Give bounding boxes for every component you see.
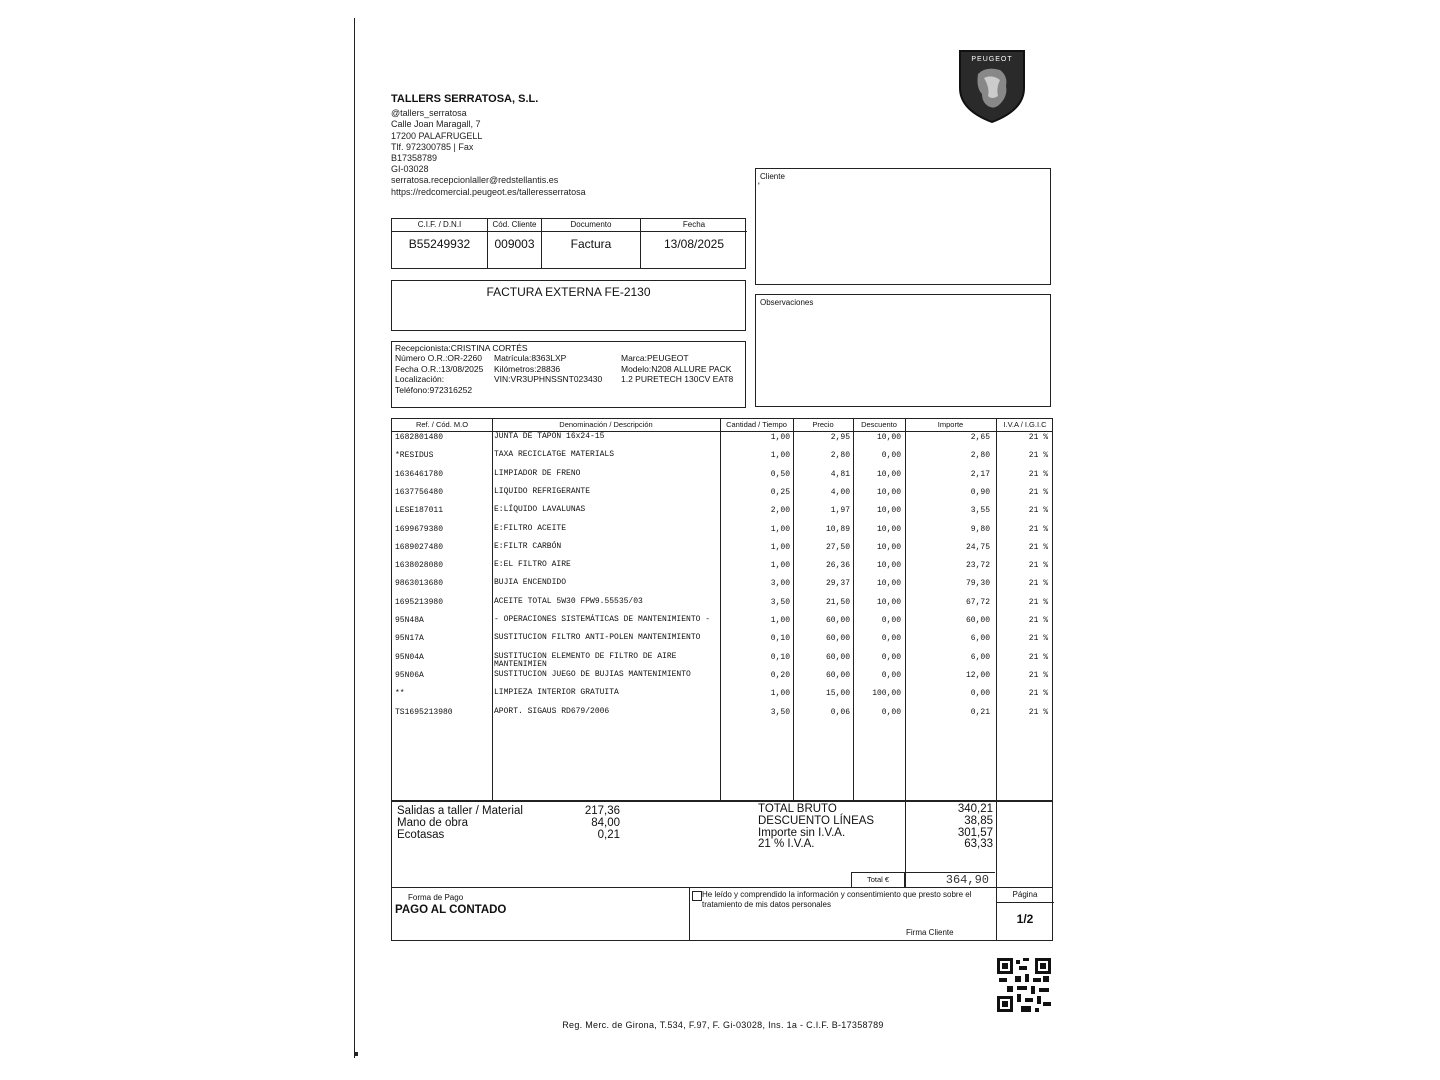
cell-amt: 24,75: [965, 542, 990, 552]
col-header-amount: Importe: [937, 420, 964, 429]
scan-mark: [354, 1052, 358, 1056]
cell-vat: 21 %: [1028, 707, 1048, 717]
cell-ref: 95N04A: [395, 652, 424, 662]
cell-amt: 3,55: [970, 506, 990, 516]
cell-price: 10,89: [825, 524, 850, 534]
cell-vat: 21 %: [1028, 670, 1048, 680]
header-label-document: Documento: [542, 219, 640, 232]
cell-amt: 9,80: [970, 524, 990, 534]
cell-ref: 95N48A: [395, 616, 424, 625]
cell-desc: ACEITE TOTAL 5W30 FPW9.55535/03: [494, 596, 643, 606]
cell-amt: 2,65: [970, 433, 990, 442]
table-row: [392, 433, 1052, 451]
col-header-ref: Ref. / Cód. M.O: [415, 420, 469, 429]
cell-disc: 10,00: [876, 597, 901, 607]
payment-section: [391, 887, 1053, 941]
phone: Teléfono:972316252: [395, 384, 473, 395]
document-header-table: [391, 218, 746, 269]
cell-price: 21,50: [825, 597, 850, 607]
cell-qty: 1,00: [770, 433, 790, 442]
engine: 1.2 PURETECH 130CV EAT8: [621, 374, 734, 385]
cell-vat: 21 %: [1028, 433, 1048, 442]
cell-ref: LESE187011: [395, 506, 444, 516]
company-line: @tallers_serratosa: [391, 108, 467, 119]
summary-label: Mano de obra: [397, 816, 468, 829]
cell-desc: LIMPIADOR DE FRENO: [494, 468, 581, 478]
cell-disc: 10,00: [876, 561, 901, 571]
items-table: [391, 418, 1053, 802]
reception-info: [391, 341, 746, 408]
cell-desc: E:FILTRO ACEITE: [494, 523, 567, 533]
company-line: Calle Joan Maragall, 7: [391, 119, 481, 130]
table-row: [392, 616, 1052, 634]
cell-amt: 79,30: [965, 579, 990, 589]
company-line: Tlf. 972300785 | Fax: [391, 141, 474, 152]
cell-ref: 95N17A: [395, 634, 424, 644]
cell-disc: 10,00: [876, 542, 901, 552]
cell-price: 60,00: [825, 652, 850, 662]
cell-disc: 10,00: [876, 524, 901, 534]
cell-qty: 0,10: [770, 634, 790, 644]
table-header: [392, 419, 1052, 432]
company-line: serratosa.recepcionlaller@redstellantis.es: [391, 175, 559, 186]
company-name: TALLERS SERRATOSA, S.L.: [391, 93, 539, 105]
qr-code: [997, 958, 1051, 1012]
vin: VIN:VR3UPHNSSNT023430: [494, 374, 603, 385]
cell-desc: E:LÍQUIDO LAVALUNAS: [494, 505, 586, 515]
cell-desc: JUNTA DE TAPON 16x24-15: [494, 432, 605, 441]
page-label: Página: [996, 888, 1054, 903]
logo-text: PEUGEOT: [971, 56, 1013, 63]
cell-vat: 21 %: [1028, 524, 1048, 534]
cell-ref: 1699679380: [395, 524, 444, 534]
cell-vat: 21 %: [1028, 689, 1048, 699]
brand: Marca:PEUGEOT: [621, 353, 689, 363]
invoice-title-text: FACTURA EXTERNA FE-2130: [486, 285, 651, 299]
receptionist: Recepcionista:CRISTINA CORTÉS: [395, 343, 528, 353]
table-row: [392, 634, 1052, 652]
cell-amt: 2,80: [970, 451, 990, 461]
summary-label: Salidas a taller / Material: [397, 805, 523, 817]
cell-qty: 0,10: [770, 652, 790, 662]
total-label: 21 % I.V.A.: [758, 838, 815, 851]
grand-total: [851, 872, 995, 887]
company-line: https://redcomercial.peugeot.es/talleresserratosa: [391, 186, 586, 197]
consent-text: He leído y comprendido la información y consentimiento que presto sobre el tratamiento de mis datos personales: [702, 890, 972, 909]
cell-desc: BUJIA ENCENDIDO: [494, 578, 567, 588]
model: Modelo:N208 ALLURE PACK: [621, 363, 732, 374]
total-value: 63,33: [964, 838, 993, 851]
cell-ref: *RESIDUS: [395, 451, 434, 461]
col-header-price: Precio: [812, 420, 834, 429]
client-box: [755, 168, 1051, 285]
cell-amt: 60,00: [965, 616, 990, 625]
cell-price: 2,95: [830, 433, 850, 442]
table-row: [392, 543, 1052, 561]
cell-desc: APORT. SIGAUS RD679/2006: [494, 706, 610, 716]
cell-qty: 0,50: [770, 469, 790, 479]
cell-disc: 0,00: [881, 634, 901, 644]
cell-desc: SUSTITUCION ELEMENTO DE FILTRO DE AIRE MANTENIMIEN: [494, 651, 677, 669]
plate: Matrícula:8363LXP: [494, 353, 567, 363]
cell-price: 4,00: [830, 487, 850, 497]
cell-amt: 6,00: [970, 634, 990, 644]
cell-amt: 6,00: [970, 652, 990, 662]
cell-qty: 1,00: [770, 689, 790, 699]
cell-ref: 1689027480: [395, 542, 444, 552]
header-label-client-code: Cód. Cliente: [488, 219, 541, 232]
table-row: [392, 470, 1052, 488]
total-label: DESCUENTO LÍNEAS: [758, 814, 875, 827]
cell-amt: 23,72: [965, 561, 990, 571]
cell-desc: TAXA RECICLATGE MATERIALS: [494, 450, 615, 460]
cell-qty: 1,00: [770, 524, 790, 534]
table-row: [392, 451, 1052, 469]
cell-disc: 10,00: [876, 469, 901, 479]
summary-value: 217,36: [584, 805, 620, 817]
cell-disc: 0,00: [881, 707, 901, 717]
page-number: 1/2: [1016, 912, 1034, 926]
cell-disc: 100,00: [872, 689, 901, 699]
cell-amt: 67,72: [965, 597, 990, 607]
cell-ref: TS1695213980: [395, 707, 453, 717]
cell-price: 26,36: [825, 561, 850, 571]
cell-amt: 2,17: [970, 469, 990, 479]
payment-label: Forma de Pago: [408, 893, 464, 902]
cell-vat: 21 %: [1028, 616, 1048, 625]
col-header-qty: Cantidad / Tiempo: [726, 420, 787, 429]
cell-price: 2,80: [830, 451, 850, 461]
col-header-vat: I.V.A / I.G.I.C: [1003, 420, 1047, 429]
cell-desc: SUSTITUCION FILTRO ANTI-POLEN MANTENIMIENTO: [494, 633, 701, 643]
col-header-discount: Descuento: [861, 420, 897, 429]
cell-price: 29,37: [825, 579, 850, 589]
cell-price: 60,00: [825, 634, 850, 644]
cell-disc: 0,00: [881, 616, 901, 625]
cell-disc: 10,00: [876, 506, 901, 516]
client-label: Cliente: [760, 172, 785, 181]
header-label-cif: C.I.F. / D.N.I: [392, 219, 487, 232]
cell-desc: - OPERACIONES SISTEMÁTICAS DE MANTENIMIENTO -: [494, 615, 711, 624]
header-value-document: Factura: [570, 237, 612, 251]
col-header-desc: Denominación / Descripción: [559, 420, 653, 429]
peugeot-logo: [956, 48, 1028, 124]
cell-price: 27,50: [825, 542, 850, 552]
order-number: Número O.R.:OR-2260: [395, 353, 482, 363]
cell-qty: 3,50: [770, 597, 790, 607]
cell-ref: 1695213980: [395, 597, 444, 607]
cell-ref: 1636461780: [395, 469, 444, 479]
cell-vat: 21 %: [1028, 451, 1048, 461]
cell-vat: 21 %: [1028, 634, 1048, 644]
summary-label: Ecotasas: [397, 828, 445, 841]
cell-qty: 1,00: [770, 451, 790, 461]
table-row: [392, 671, 1052, 689]
cell-vat: 21 %: [1028, 469, 1048, 479]
cell-amt: 0,90: [970, 487, 990, 497]
header-label-date: Fecha: [641, 219, 747, 232]
cell-price: 1,97: [830, 506, 850, 516]
total-label: Importe sin I.V.A.: [758, 826, 846, 839]
cell-ref: 1637756480: [395, 487, 444, 497]
cell-price: 60,00: [825, 670, 850, 680]
cell-qty: 0,25: [770, 487, 790, 497]
company-line: 17200 PALAFRUGELL: [391, 130, 483, 141]
cell-desc: LIMPIEZA INTERIOR GRATUITA: [494, 688, 619, 698]
page-edge-line: [354, 18, 355, 1058]
invoice-title: [391, 280, 746, 331]
cell-desc: SUSTITUCION JUEGO DE BUJIAS MANTENIMIENTO: [494, 669, 691, 679]
cell-vat: 21 %: [1028, 506, 1048, 516]
footer-registry: [0, 1020, 1440, 1030]
cell-qty: 0,20: [770, 670, 790, 680]
consent-checkbox[interactable]: [692, 891, 702, 901]
table-row: [392, 708, 1052, 726]
summary-value: 0,21: [597, 828, 620, 841]
cell-price: 0,06: [830, 707, 850, 717]
cell-vat: 21 %: [1028, 561, 1048, 571]
header-value-date: 13/08/2025: [663, 237, 725, 251]
cell-desc: E:FILTR CARBÓN: [494, 541, 562, 551]
total-value: 38,85: [964, 814, 993, 827]
company-info: [391, 94, 586, 198]
table-row: [392, 525, 1052, 543]
cell-disc: 10,00: [876, 487, 901, 497]
cell-disc: 0,00: [881, 451, 901, 461]
header-value-cif: B55249932: [408, 237, 471, 251]
summary-value: 84,00: [591, 816, 620, 829]
cell-ref: 1682801480: [395, 433, 444, 442]
cell-qty: 3,50: [770, 707, 790, 717]
company-line: GI-03028: [391, 164, 429, 175]
table-row: [392, 488, 1052, 506]
client-mark: ': [758, 181, 760, 191]
cell-disc: 0,00: [881, 670, 901, 680]
cell-desc: LIQUIDO REFRIGERANTE: [494, 486, 591, 496]
payment-method: PAGO AL CONTADO: [395, 904, 507, 916]
cell-qty: 1,00: [770, 542, 790, 552]
grand-total-label: Total €: [851, 873, 905, 887]
cell-vat: 21 %: [1028, 542, 1048, 552]
cell-qty: 3,00: [770, 579, 790, 589]
footer-text: Reg. Merc. de Girona, T.534, F.97, F. Gi-03028, Ins. 1a - C.I.F. B-17358789: [562, 1020, 884, 1030]
cell-vat: 21 %: [1028, 597, 1048, 607]
cell-ref: 1638028080: [395, 561, 444, 571]
location: Localización:: [395, 374, 445, 385]
table-row: [392, 579, 1052, 597]
header-value-client-code: 009003: [494, 237, 535, 251]
grand-total-value: 364,90: [945, 873, 989, 887]
cell-vat: 21 %: [1028, 579, 1048, 589]
cell-price: 60,00: [825, 616, 850, 625]
cell-qty: 1,00: [770, 616, 790, 625]
company-line: B17358789: [391, 153, 438, 164]
cell-ref: 95N06A: [395, 670, 424, 680]
cell-ref: **: [395, 689, 405, 699]
table-row: [392, 506, 1052, 524]
total-value: 301,57: [957, 826, 993, 839]
kilometers: Kilómetros:28836: [494, 363, 561, 374]
signature-label: Firma Cliente: [906, 928, 954, 937]
cell-amt: 0,00: [970, 689, 990, 699]
cell-price: 15,00: [825, 689, 850, 699]
observations-label: Observaciones: [760, 298, 814, 307]
cell-qty: 1,00: [770, 561, 790, 571]
order-date: Fecha O.R.:13/08/2025: [395, 363, 484, 374]
total-label: TOTAL BRUTO: [758, 803, 837, 815]
cell-disc: 10,00: [876, 579, 901, 589]
cell-vat: 21 %: [1028, 652, 1048, 662]
observations-box: [755, 294, 1051, 407]
cell-disc: 0,00: [881, 652, 901, 662]
table-row: [392, 598, 1052, 616]
cell-ref: 9863013680: [395, 579, 444, 589]
table-row: [392, 689, 1052, 707]
table-row: [392, 561, 1052, 579]
cell-vat: 21 %: [1028, 487, 1048, 497]
cell-desc: E:EL FILTRO AIRE: [494, 560, 571, 570]
table-row: [392, 653, 1052, 671]
cell-amt: 0,21: [970, 707, 990, 717]
total-value: 340,21: [957, 803, 993, 815]
cell-price: 4,81: [830, 469, 850, 479]
cell-qty: 2,00: [770, 506, 790, 516]
cell-disc: 10,00: [876, 433, 901, 442]
cell-amt: 12,00: [965, 670, 990, 680]
